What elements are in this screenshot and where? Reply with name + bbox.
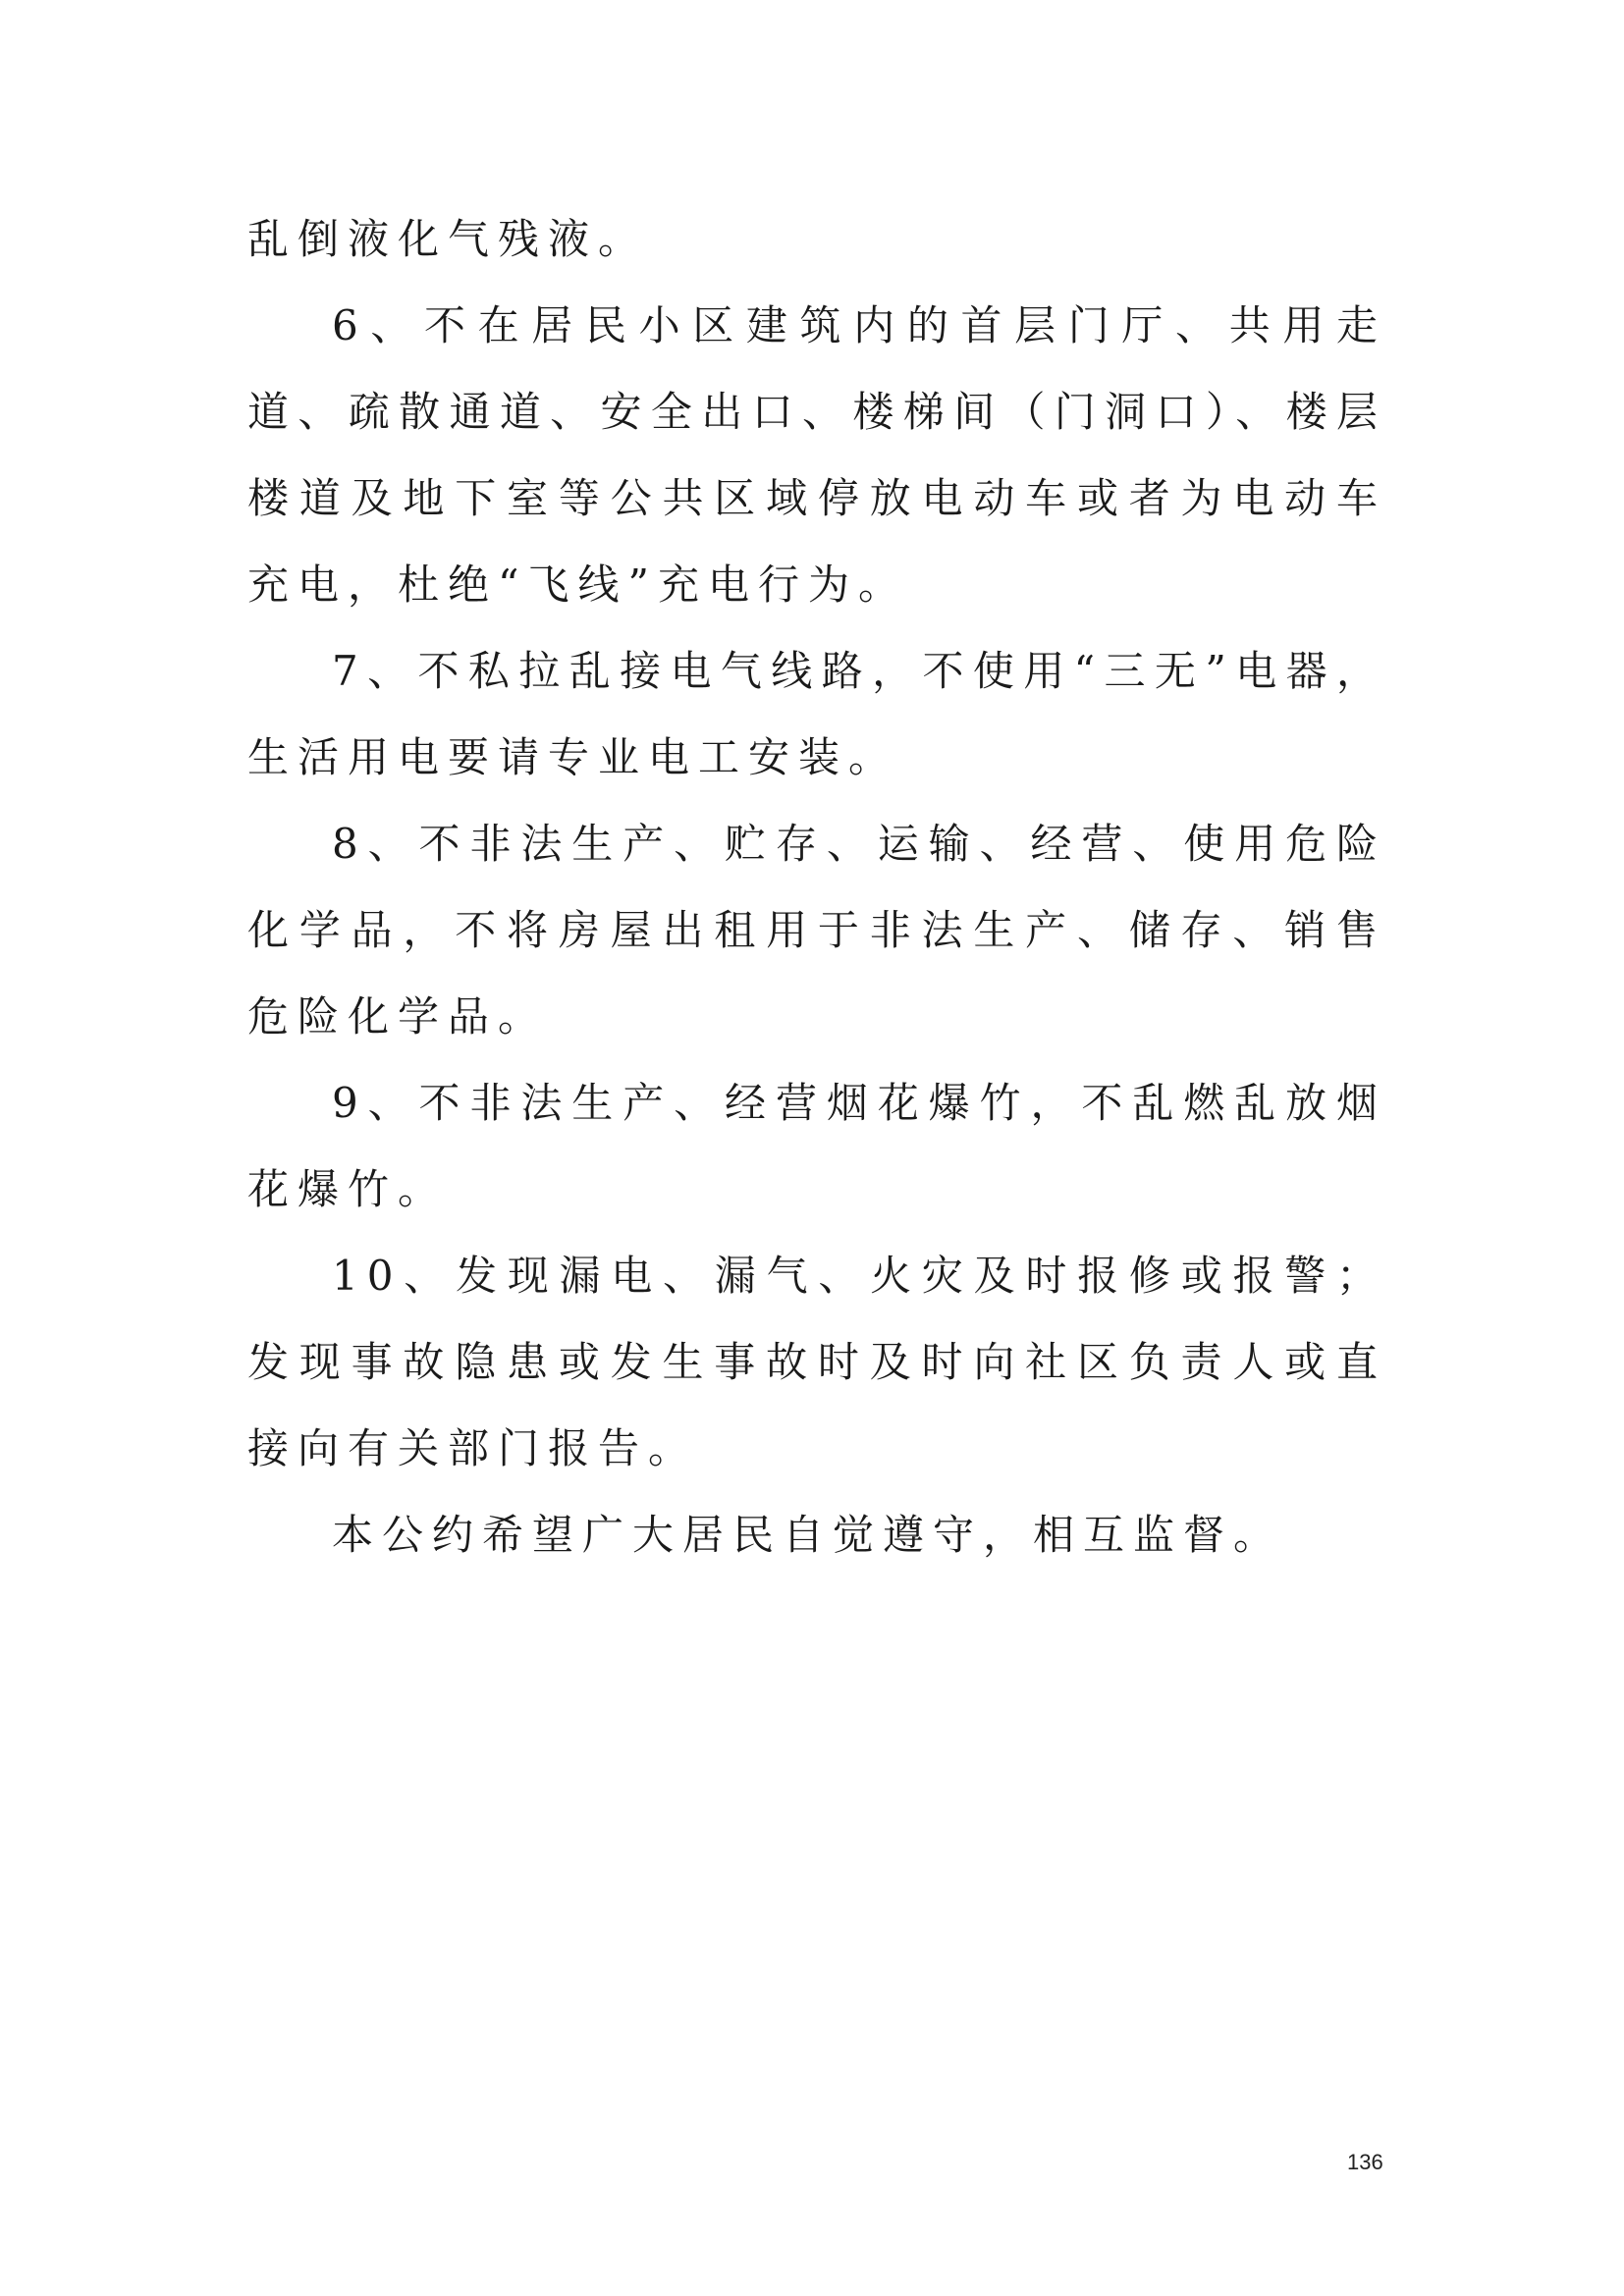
paragraph-item-6: 6、不在居民小区建筑内的首层门厅、共用走道、疏散通道、安全出口、楼梯间（门洞口）、楼层楼道及地下室等公共区域停放电动车或者为电动车充电，杜绝“飞线”充电行为。 [247, 301, 1386, 609]
paragraph-item-9: 9、不非法生产、经营烟花爆竹，不乱燃乱放烟花爆竹。 [247, 1079, 1386, 1213]
paragraph-item-8: 8、不非法生产、贮存、运输、经营、使用危险化学品，不将房屋出租用于非法生产、储存、销售危险化学品。 [247, 820, 1386, 1041]
paragraph-item-10: 10、发现漏电、漏气、火灾及时报修或报警；发现事故隐患或发生事故时及时向社区负责人或直接向有关部门报告。 [247, 1252, 1386, 1472]
page-number: 136 [1347, 2150, 1383, 2174]
paragraph-item-7: 7、不私拉乱接电气线路，不使用“三无”电器，生活用电要请专业电工安装。 [247, 647, 1386, 781]
document-body [247, 196, 1386, 1578]
paragraph-continuation: 乱倒液化气残液。 [247, 215, 649, 263]
paragraph-closing: 本公约希望广大居民自觉遵守，相互监督。 [332, 1511, 1284, 1559]
